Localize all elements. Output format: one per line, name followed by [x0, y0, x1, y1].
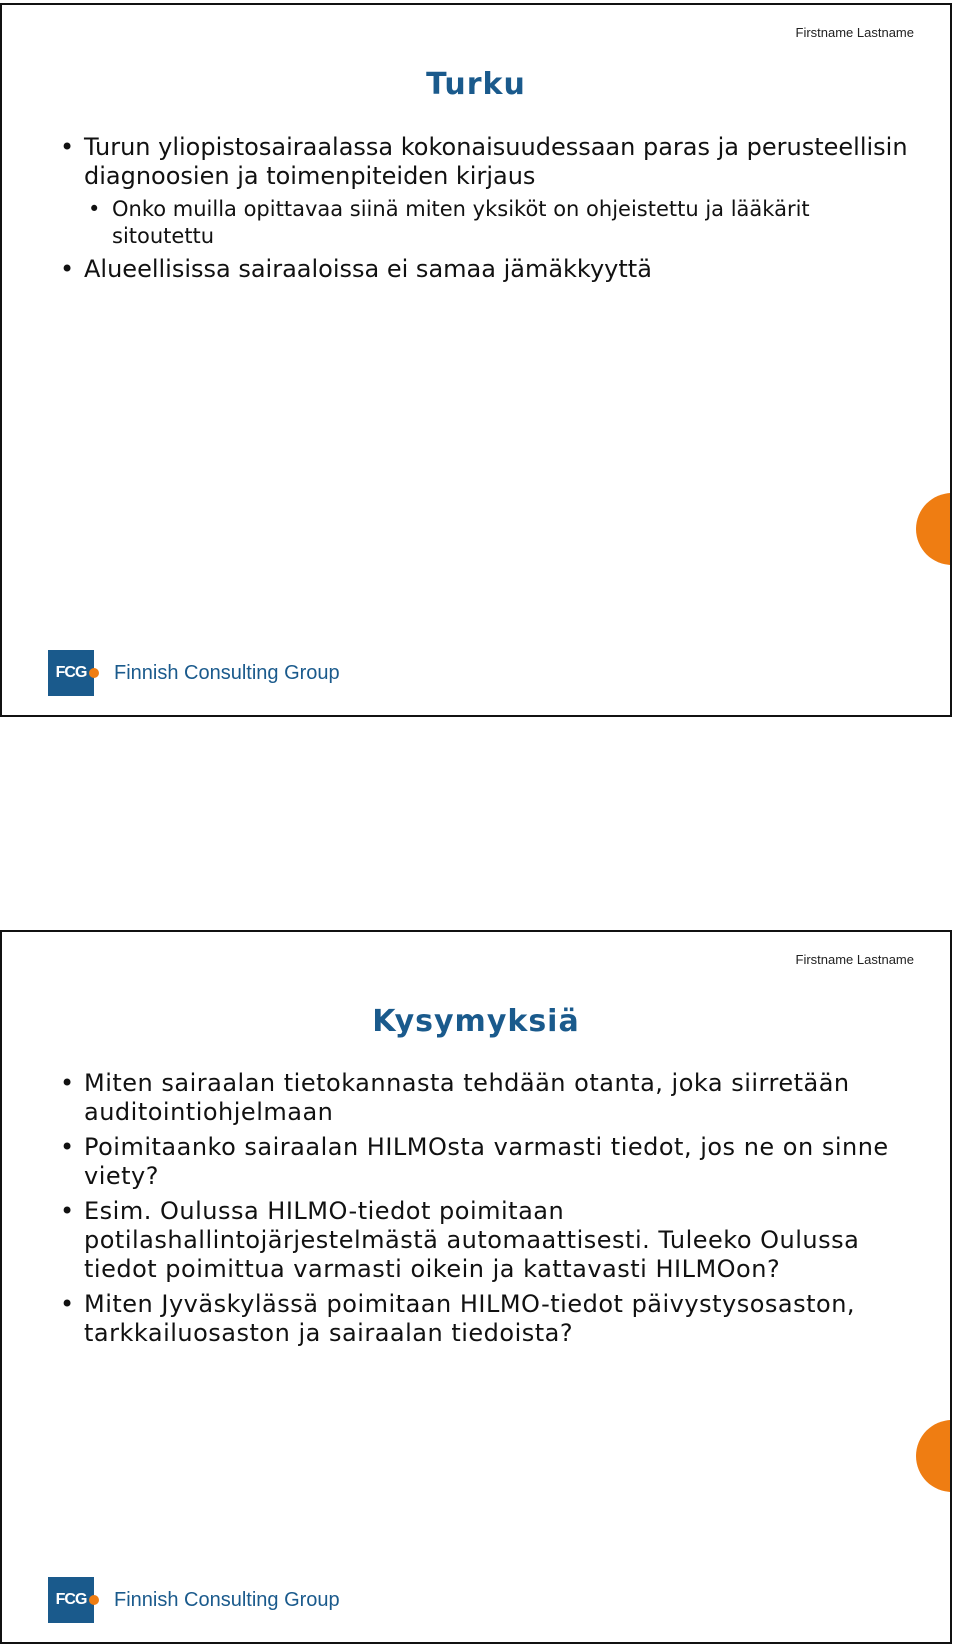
logo-mark: FCG — [48, 650, 94, 696]
logo-name: Finnish Consulting Group — [114, 661, 340, 684]
slide-turku — [0, 3, 952, 717]
slide-title: Turku — [426, 67, 526, 102]
bullet-list — [84, 1069, 924, 1354]
bullet-item: • Esim. Oulussa HILMO-tiedot poimitaan potilashallintojärjestelmästä automaattisesti. Tuleeko Oulussa tiedot poimittua varmasti oikein ja kattavasti HILMOon? — [84, 1197, 924, 1284]
logo-mark: FCG — [48, 1577, 94, 1623]
sub-bullet-item: • Onko muilla opittavaa siinä miten yksiköt on ohjeistettu ja lääkärit sitoutettu — [112, 196, 914, 250]
fcg-logo — [48, 1576, 340, 1624]
slide-title: Kysymyksiä — [372, 1004, 580, 1039]
author-name: Firstname Lastname — [795, 952, 914, 967]
slide-kysymyksia — [0, 930, 952, 1644]
logo-name: Finnish Consulting Group — [114, 1588, 340, 1611]
bullet-item: • Miten sairaalan tietokannasta tehdään otanta, joka siirretään auditointiohjelmaan — [84, 1069, 924, 1127]
orange-circle-decoration — [916, 493, 952, 565]
bullet-item: • Turun yliopistosairaalassa kokonaisuudessaan paras ja perusteellisin diagnoosien ja toimenpiteiden kirjaus — [84, 133, 914, 191]
bullet-item: • Alueellisissa sairaaloissa ei samaa jämäkkyyttä — [84, 255, 914, 284]
bullet-list — [84, 133, 914, 289]
bullet-item: • Miten Jyväskylässä poimitaan HILMO-tiedot päivystysosaston, tarkkailuosaston ja sairaalan tiedoista? — [84, 1290, 924, 1348]
bullet-item: • Poimitaanko sairaalan HILMOsta varmasti tiedot, jos ne on sinne viety? — [84, 1133, 924, 1191]
orange-circle-decoration — [916, 1420, 952, 1492]
author-name: Firstname Lastname — [795, 25, 914, 40]
fcg-logo — [48, 649, 340, 697]
